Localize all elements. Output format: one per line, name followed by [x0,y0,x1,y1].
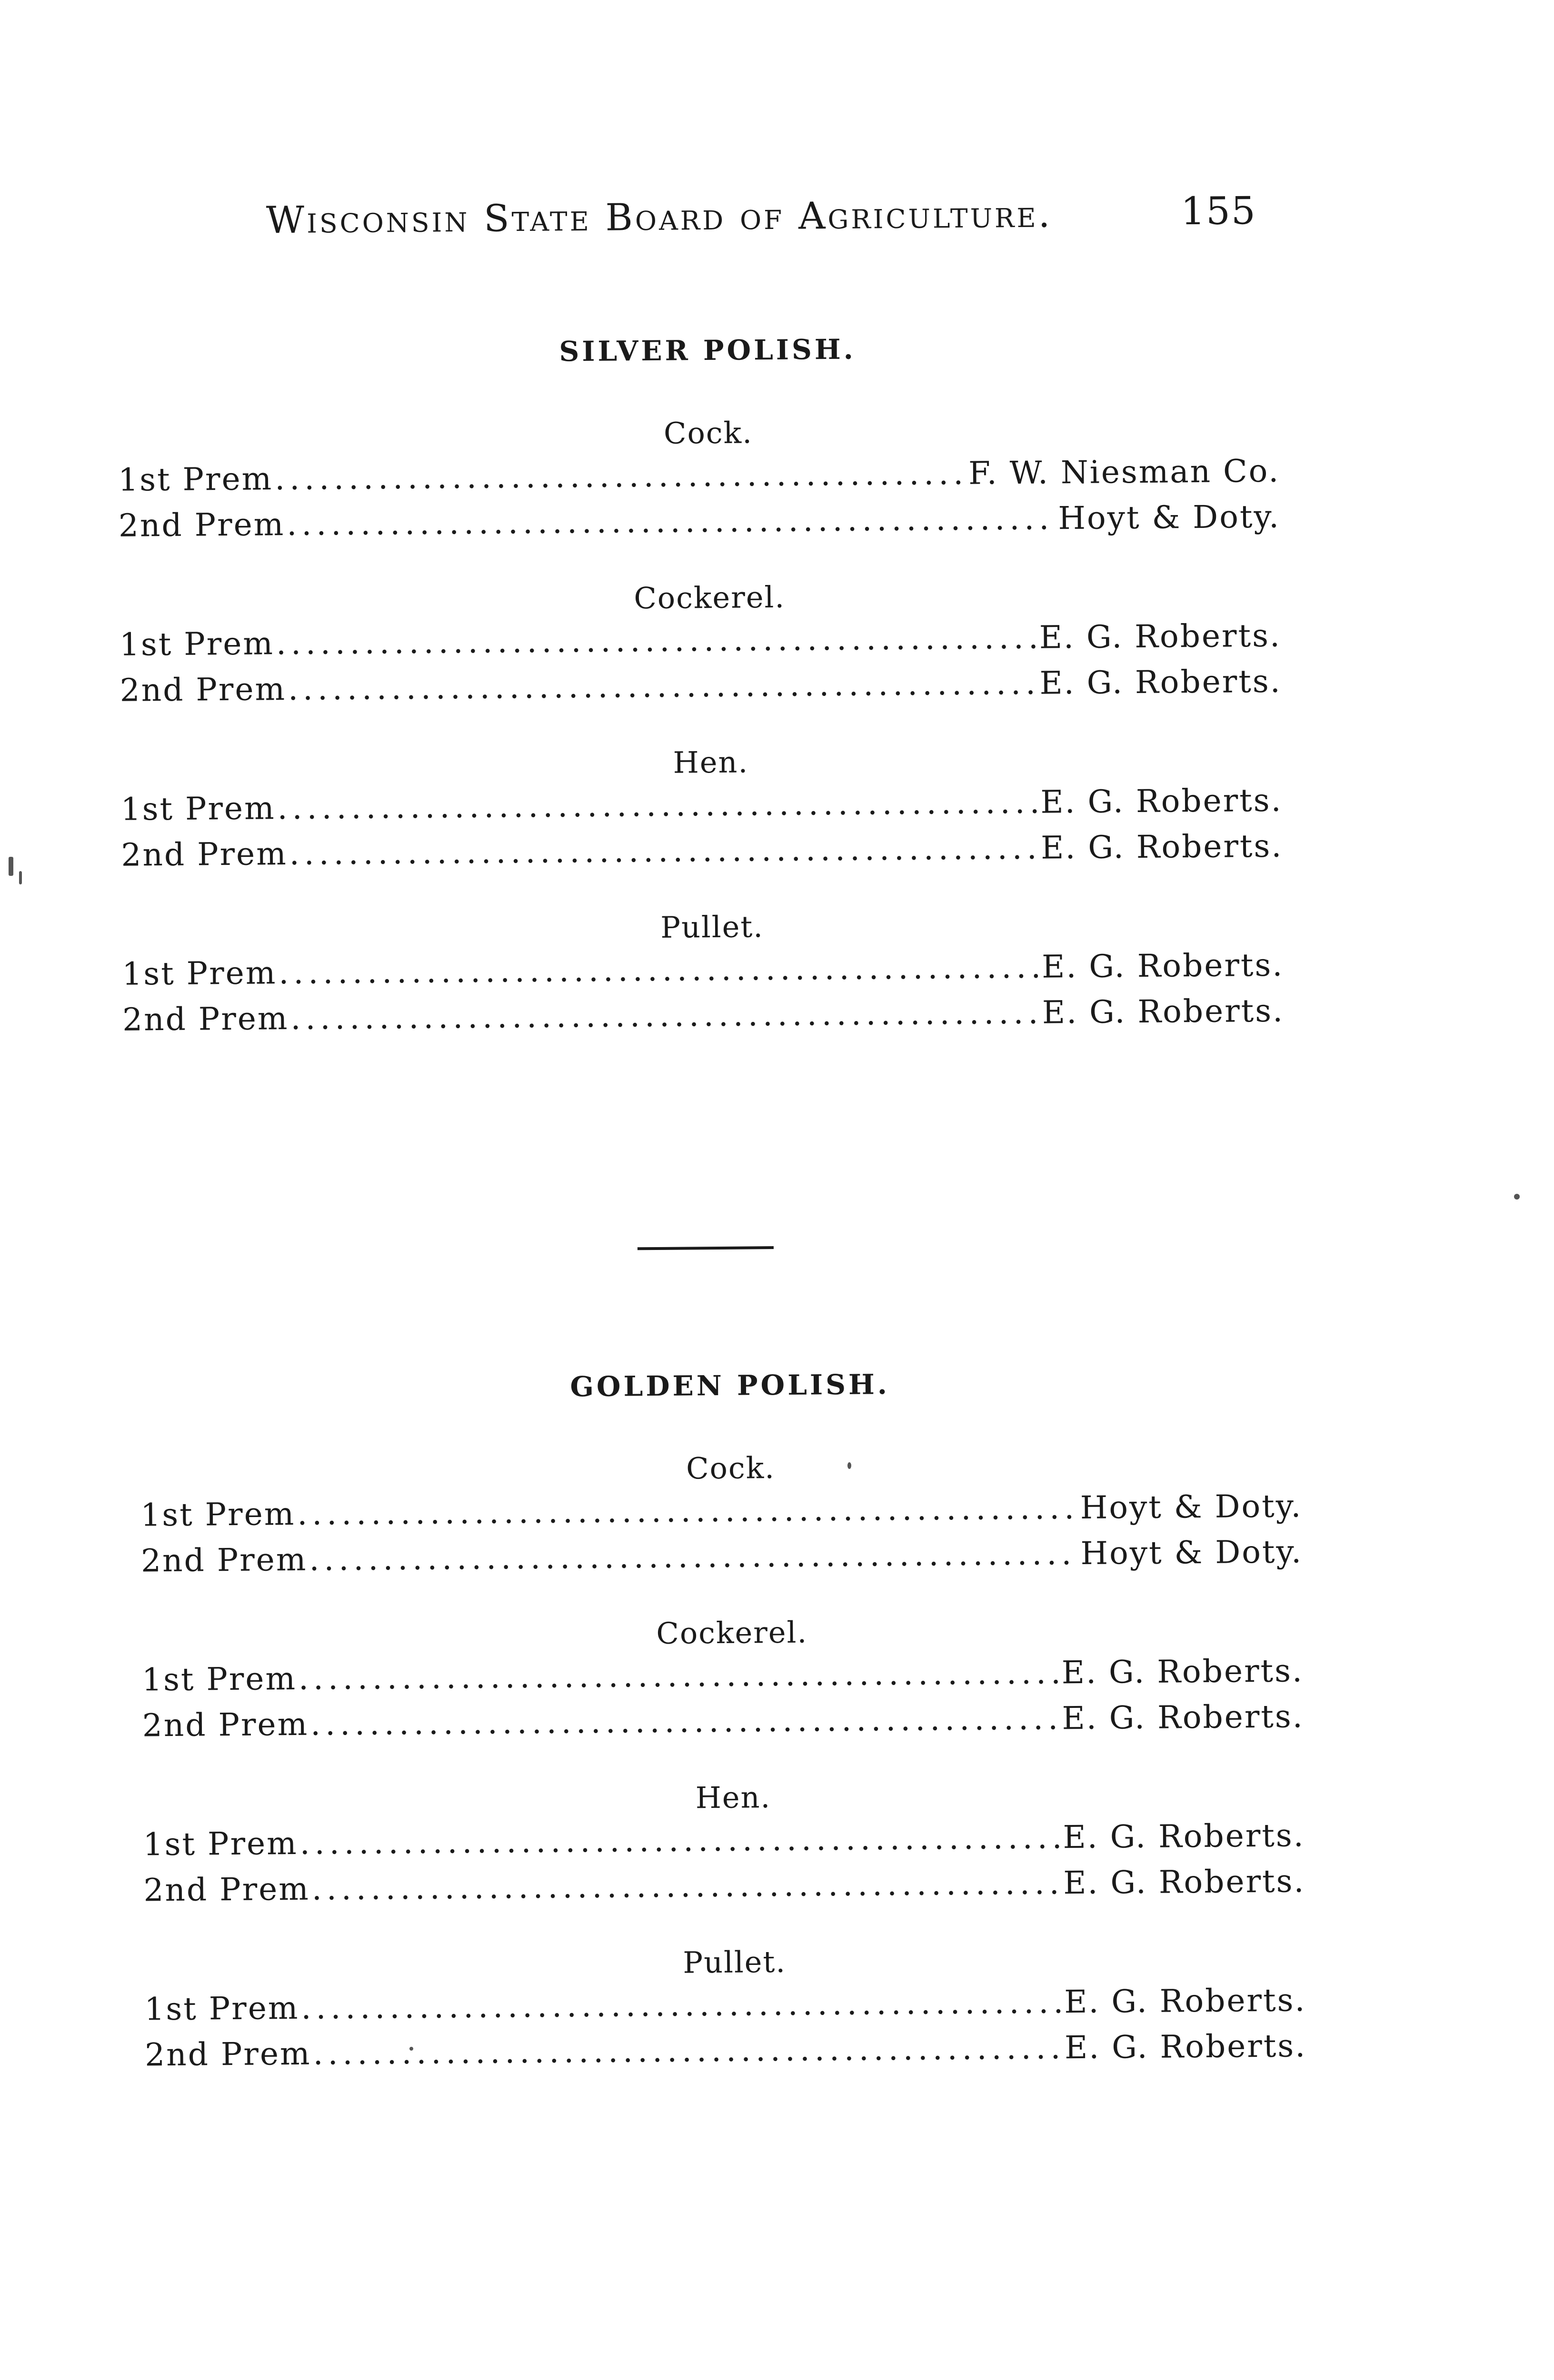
group-title: Cock. [663,415,753,451]
scan-speck [847,1462,851,1469]
prize-label: 2nd Prem [120,671,287,709]
prize-entry [119,494,1281,549]
prize-label: 2nd Prem [121,835,288,873]
prize-label: 1st Prem [118,460,273,498]
group-hen [120,739,1283,878]
prize-winner: E. G. Roberts. [1063,1817,1305,1856]
group-title: Pullet. [660,909,764,945]
section-title: SILVER POLISH. [559,333,857,368]
prize-winner: E. G. Roberts. [1040,827,1283,866]
prize-winner: E. G. Roberts. [1041,946,1284,985]
prize-winner: E. G. Roberts. [1063,1863,1305,1902]
section-golden-polish [139,1355,1307,2078]
dot-leader [310,1696,1060,1747]
prize-label: 2nd Prem [143,1870,310,1909]
prize-winner: E. G. Roberts. [1040,782,1283,821]
dot-leader [277,780,1039,832]
dot-leader [299,1650,1060,1702]
dot-leader [311,1860,1061,1912]
prize-winner: Hoyt & Doty. [1080,1533,1303,1572]
group-cock [118,409,1280,549]
group-title: Hen. [673,744,749,780]
dot-leader [290,990,1040,1041]
prize-entry [121,823,1283,878]
dot-leader [301,1979,1063,2031]
group-title: Cockerel. [656,1615,808,1651]
group-cock [140,1444,1303,1584]
prize-entry [143,1858,1305,1913]
prize-label: 1st Prem [122,954,277,992]
prize-winner: Hoyt & Doty. [1080,1488,1303,1527]
dot-leader [279,944,1040,996]
group-title: Pullet. [683,1944,787,1980]
prize-label: 1st Prem [119,625,275,663]
scan-speck [19,871,22,884]
prize-entry [120,659,1282,714]
running-title: Wisconsin State Board of Agriculture. [266,193,1053,242]
prize-label: 1st Prem [120,790,276,828]
section-title: GOLDEN POLISH. [570,1368,890,1403]
group-pullet [144,1938,1306,2078]
prize-label: 1st Prem [144,1989,299,2028]
prize-winner: E. G. Roberts. [1062,1698,1305,1737]
scan-speck [1514,1194,1520,1200]
prize-label: 1st Prem [141,1660,297,1698]
prize-label: 2nd Prem [142,1706,309,1744]
dot-leader [289,825,1039,877]
prize-label: 2nd Prem [140,1541,308,1579]
prize-winner: E. G. Roberts. [1061,1652,1304,1691]
dot-leader [309,1531,1079,1583]
prize-winner: E. G. Roberts. [1039,617,1282,656]
prize-winner: Hoyt & Doty. [1058,498,1281,537]
group-hen [143,1774,1305,1913]
scan-speck [409,2047,413,2051]
prize-entry [122,988,1285,1043]
group-cockerel [119,574,1282,714]
prize-winner: E. G. Roberts. [1042,992,1285,1031]
dot-leader [313,2025,1063,2076]
prize-entry [141,1529,1303,1584]
prize-label: 1st Prem [143,1825,299,1863]
dot-leader [287,496,1056,547]
prize-label: 2nd Prem [144,2035,311,2073]
group-title: Cockerel. [634,579,786,616]
prize-winner: E. G. Roberts. [1039,663,1282,702]
scan-speck [9,857,13,876]
page-number: 155 [1180,188,1257,234]
dot-leader [297,1485,1078,1537]
group-title: Hen. [695,1780,771,1815]
prize-entry [145,2023,1307,2078]
dot-leader [299,1815,1061,1866]
dot-leader [276,615,1038,667]
group-pullet [121,903,1284,1043]
prize-label: 2nd Prem [122,1000,289,1038]
prize-label: 1st Prem [140,1495,296,1534]
section-silver-polish [117,320,1285,1043]
prize-entry [142,1694,1304,1748]
prize-winner: E. G. Roberts. [1064,2027,1307,2066]
running-head [266,188,1257,251]
dot-leader [288,661,1038,712]
group-title: Cock. [686,1450,776,1486]
prize-winner: E. G. Roberts. [1064,1982,1306,2021]
prize-label: 2nd Prem [118,506,285,544]
group-cockerel [141,1609,1304,1748]
dot-leader [275,451,967,502]
prize-winner: F. W. Niesman Co. [968,452,1280,492]
section-divider [638,1246,774,1250]
